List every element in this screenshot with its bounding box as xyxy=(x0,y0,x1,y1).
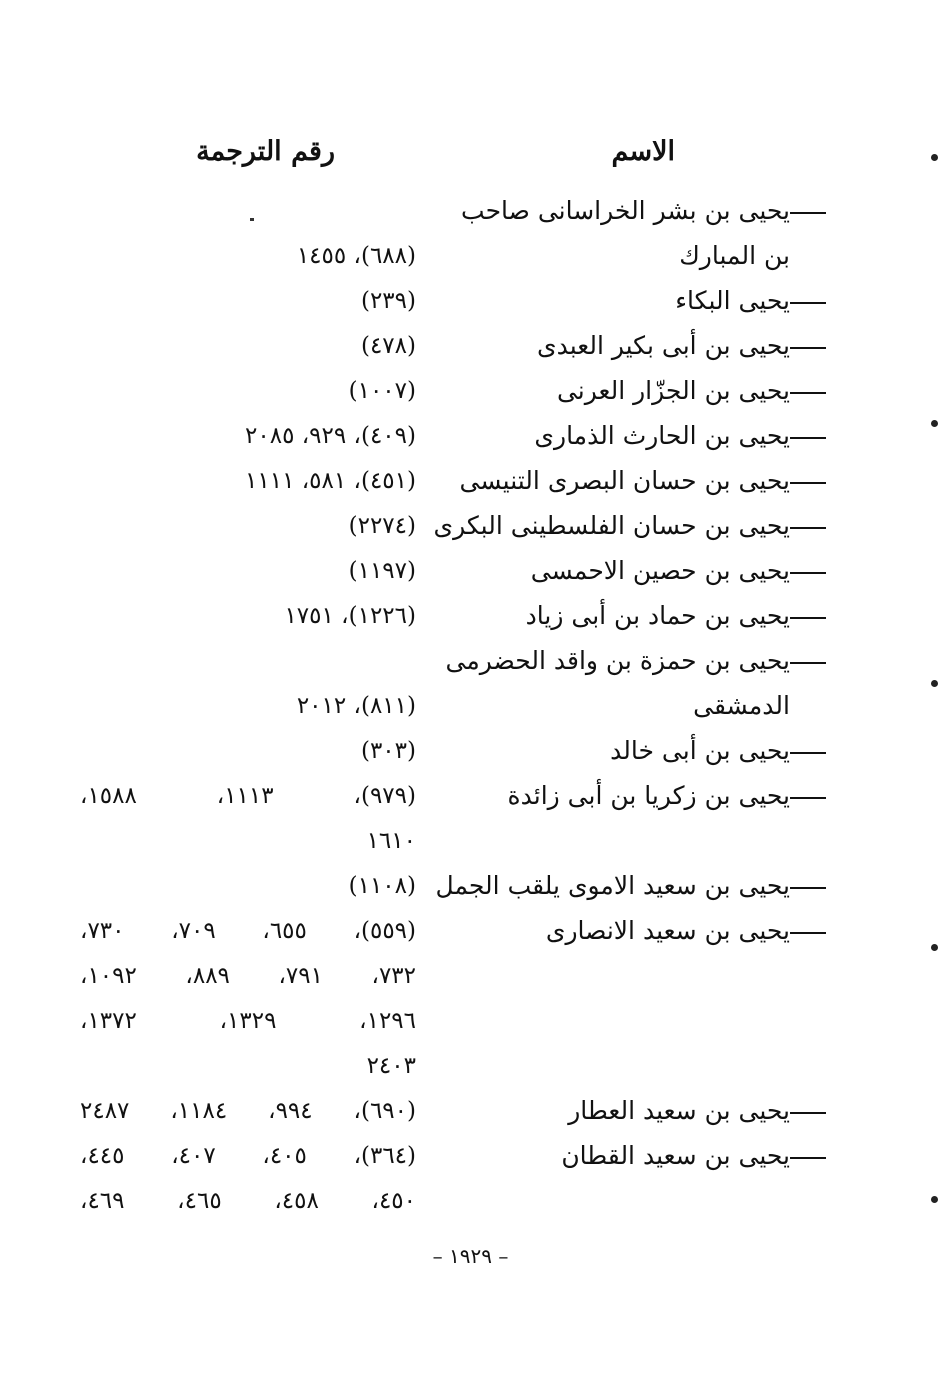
entry-dash xyxy=(790,932,826,934)
entry-row xyxy=(0,1135,941,1179)
entry-dash xyxy=(790,887,826,889)
entry-dash xyxy=(790,572,826,574)
entry-dash xyxy=(790,302,826,304)
entry-name: يحيى بن سعيد القطان xyxy=(561,1141,790,1170)
entry-ref: (٤٥١)، ٥٨١، ١١١١ xyxy=(245,468,416,494)
entry-ref: (٥٥٩)، ٦٥٥، ٧٠٩، ٧٣٠، xyxy=(80,918,417,944)
entry-dash xyxy=(790,797,826,799)
entry-ref: ١٦١٠ xyxy=(366,828,416,854)
entry-continuation-row xyxy=(0,1000,941,1044)
entry-ref: (١١٠٨) xyxy=(348,873,416,899)
entry-row xyxy=(0,370,941,414)
entry-dash xyxy=(790,212,826,214)
entry-row xyxy=(0,910,941,954)
entry-dash xyxy=(790,1112,826,1114)
entry-dash xyxy=(790,392,826,394)
scan-edge-mark xyxy=(931,154,938,161)
entry-ref: (٦٩٠)، ٩٩٤، ١١٨٤، ٢٤٨٧ xyxy=(80,1098,416,1124)
entry-dash xyxy=(790,662,826,664)
entry-ref: (٢٣٩) xyxy=(360,288,416,314)
entry-row xyxy=(0,1090,941,1134)
scan-edge-mark xyxy=(931,420,938,427)
entry-dash xyxy=(790,482,826,484)
entry-ref: (١١٩٧) xyxy=(348,558,416,584)
name-column-header: الاسم xyxy=(611,136,675,167)
entry-continuation-row xyxy=(0,685,941,729)
entry-name: يحيى بن حمزة بن واقد الحضرمى xyxy=(445,646,790,675)
entry-name: بن المبارك xyxy=(679,241,790,270)
entry-name: يحيى البكاء xyxy=(675,286,790,315)
entry-ref: (٤٧٨) xyxy=(360,333,416,359)
entry-ref: ٢٤٠٣ xyxy=(366,1053,416,1079)
entry-ref: (٤٠٩)، ٩٢٩، ٢٠٨٥ xyxy=(245,423,416,449)
page-number: – ١٩٢٩ – xyxy=(432,1244,509,1268)
entry-name: يحيى بن أبى خالد xyxy=(610,736,790,765)
entry-row xyxy=(0,325,941,369)
entry-name: الدمشقى xyxy=(693,691,790,720)
entry-ref: (٨١١)، ٢٠١٢ xyxy=(296,693,416,719)
entry-continuation-row xyxy=(0,955,941,999)
entry-ref: (٦٨٨)، ١٤٥٥ xyxy=(296,243,416,269)
entry-dash xyxy=(790,1157,826,1159)
entry-ref: (٢٢٧٤) xyxy=(348,513,416,539)
entry-name: يحيى بن سعيد الاموى يلقب الجمل xyxy=(435,871,790,900)
entry-continuation-row xyxy=(0,1180,941,1224)
entry-name: يحيى بن سعيد الانصارى xyxy=(545,916,790,945)
entry-row xyxy=(0,865,941,909)
scan-edge-mark xyxy=(931,680,938,687)
entry-ref: ٤٥٠، ٤٥٨، ٤٦٥، ٤٦٩، xyxy=(80,1188,417,1214)
entry-dash xyxy=(790,617,826,619)
entry-continuation-row xyxy=(0,235,941,279)
entry-row xyxy=(0,460,941,504)
entry-name: يحيى بن بشر الخراسانى صاحب xyxy=(461,196,790,225)
entry-row xyxy=(0,640,941,684)
entry-row xyxy=(0,415,941,459)
entry-row xyxy=(0,505,941,549)
entry-name: يحيى بن سعيد العطار xyxy=(568,1096,790,1125)
entry-name: يحيى بن الجزّار العرنى xyxy=(556,376,790,405)
entry-row xyxy=(0,280,941,324)
entry-name: يحيى بن حماد بن أبى زياد xyxy=(525,601,790,630)
reference-column-header: رقم الترجمة xyxy=(196,136,335,167)
entry-ref: ٧٣٢، ٧٩١، ٨٨٩، ١٠٩٢، xyxy=(80,963,416,989)
entry-row xyxy=(0,190,941,234)
entry-dash xyxy=(790,527,826,529)
entry-ref: (١٢٢٦)، ١٧٥١ xyxy=(284,603,416,629)
entry-row xyxy=(0,550,941,594)
entry-ref: (١٠٠٧) xyxy=(348,378,416,404)
entry-name: يحيى بن زكريا بن أبى زائدة xyxy=(507,781,790,810)
entry-name: يحيى بن الحارث الذمارى xyxy=(534,421,790,450)
entry-name: يحيى بن حسان الفلسطينى البكرى xyxy=(433,511,790,540)
entry-name: يحيى بن أبى بكير العبدى xyxy=(537,331,790,360)
entry-ref: (٣٠٣) xyxy=(360,738,416,764)
entry-dash xyxy=(790,347,826,349)
entry-continuation-row xyxy=(0,820,941,864)
entry-row xyxy=(0,730,941,774)
entry-continuation-row xyxy=(0,1045,941,1089)
entry-ref: ١٢٩٦، ١٣٢٩، ١٣٧٢، xyxy=(80,1008,417,1034)
entry-dash xyxy=(790,437,826,439)
entry-row xyxy=(0,595,941,639)
entry-ref: (٩٧٩)، ١١١٣، ١٥٨٨، xyxy=(80,783,416,809)
entry-row xyxy=(0,775,941,819)
entry-name: يحيى بن حصين الاحمسى xyxy=(530,556,790,585)
scan-edge-mark xyxy=(931,944,938,951)
entry-name: يحيى بن حسان البصرى التنيسى xyxy=(459,466,790,495)
entry-ref: (٣٦٤)، ٤٠٥، ٤٠٧، ٤٤٥، xyxy=(80,1143,417,1169)
scan-edge-mark xyxy=(931,1196,938,1203)
entry-dash xyxy=(790,752,826,754)
